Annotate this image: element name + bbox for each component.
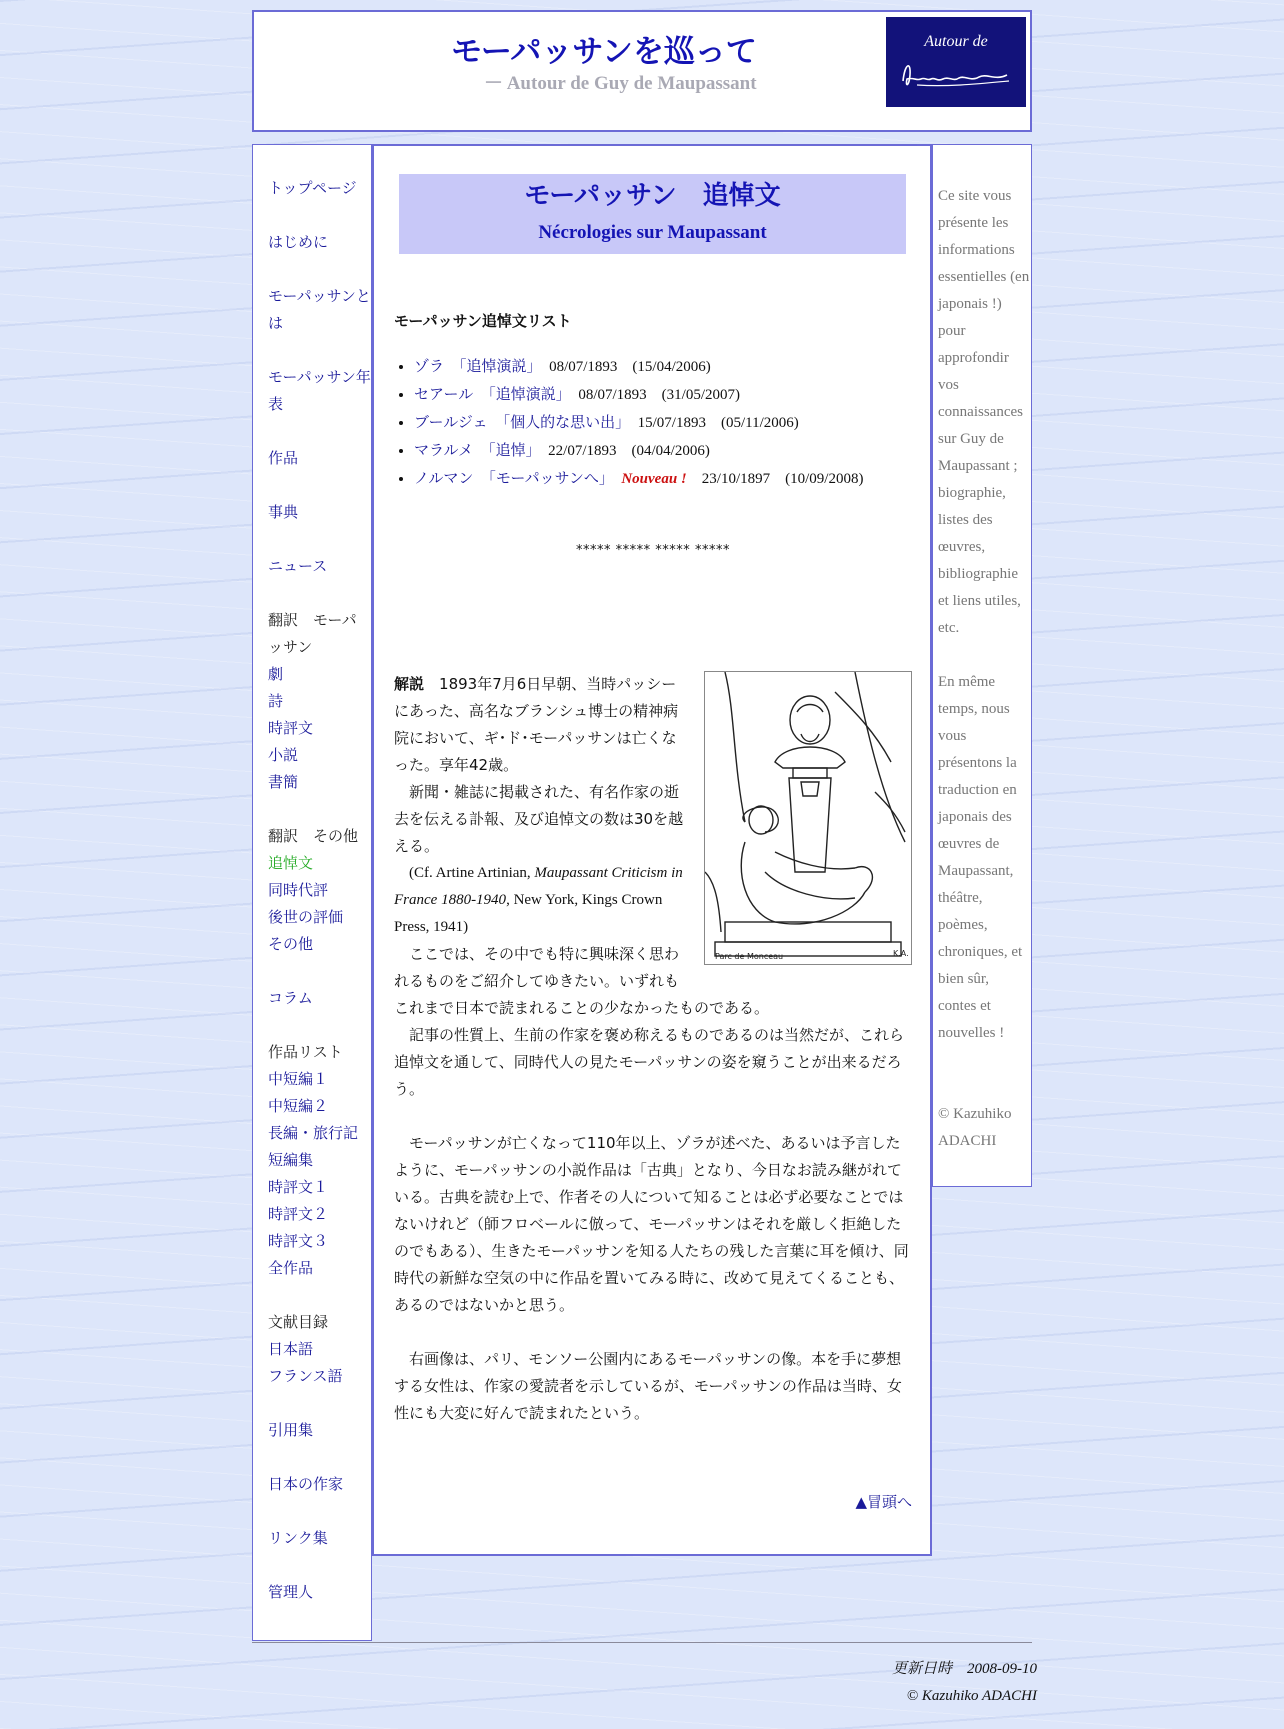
nav-group [268, 1471, 371, 1498]
obituary-work: 「追悼演説」 [459, 357, 535, 375]
obituary-work: 「追悼演説」 [488, 385, 564, 403]
obituary-author: セアール [414, 385, 474, 403]
nav-group-heading: 翻訳 その他 [268, 827, 359, 845]
obituary-item [414, 381, 912, 409]
nav-group [268, 1525, 371, 1552]
page-subtitle: Nécrologies sur Maupassant [538, 222, 767, 243]
commentary-label: 解説 [394, 675, 425, 693]
commentary-p1: 1893年7月6日早朝、当時パッシーにあった、高名なブランシュ博士の精神病院において、ギ･ド･モーパッサンは亡くなった。享年42歳。 [394, 675, 679, 774]
nav-link[interactable]: 後世の評価 [268, 908, 344, 926]
nav-group-heading: 文献目録 [268, 1313, 329, 1331]
commentary-p4: 記事の性質上、生前の作家を褒め称えるものであるのは当然だが、これら追悼文を通して、同時代人の見たモーパッサンの姿を窺うことが出来るだろう。 [394, 1026, 905, 1098]
obituary-work: 「モーパッサンへ」 [488, 469, 607, 487]
nav-link[interactable]: リンク集 [268, 1529, 328, 1547]
updated-date: 2008-09-10 [967, 1661, 1037, 1677]
nav-link[interactable]: その他 [268, 935, 314, 953]
nav-link[interactable]: 事典 [268, 503, 299, 521]
obituary-author: ブールジェ [414, 413, 488, 431]
sidebar-translation-note: En même temps, nous vous présentons la traduction en japonais des œuvres de Maupassant, théâtre, poèmes, chroniques, et bien sûr, contes et nouvelles ! [938, 674, 1023, 1041]
updated-label: 更新日時 [891, 1661, 952, 1677]
nav-link[interactable]: トップページ [268, 179, 357, 197]
footer-divider [252, 1642, 1032, 1643]
obituary-author: ゾラ [414, 357, 445, 375]
nav-group-heading: 作品リスト [268, 1043, 343, 1061]
separator: ***** ***** ***** ***** [576, 543, 730, 558]
obituary-item [414, 409, 912, 437]
site-title: モーパッサンを巡って [451, 34, 757, 70]
citation-title: Maupassant Criticism in France 1880-1940 [394, 865, 683, 908]
nav-group [268, 1039, 371, 1282]
nav-group [268, 283, 371, 337]
nav-link[interactable]: コラム [268, 989, 313, 1007]
image-caption: Parc de Monceau [715, 952, 784, 961]
nav-link[interactable]: 小説 [268, 746, 299, 764]
nav-link[interactable]: 中短編２ [268, 1097, 329, 1115]
obituary-item [414, 353, 912, 381]
statue-image [704, 671, 912, 965]
nav-group [268, 823, 371, 958]
nav-link[interactable]: はじめに [268, 233, 329, 251]
obituary-item [414, 437, 912, 465]
obituary-list [394, 353, 912, 493]
nav-link[interactable]: モーパッサンとは [268, 287, 371, 332]
nav-link[interactable]: フランス語 [268, 1367, 343, 1385]
new-badge: Nouveau ! [621, 471, 687, 487]
obituary-date: 22/07/1893 [548, 443, 617, 459]
site-logo[interactable] [886, 17, 1026, 107]
nav-link[interactable]: 時評文３ [268, 1232, 329, 1250]
nav-link[interactable]: 時評文 [268, 719, 314, 737]
obituary-list-heading: モーパッサン追悼文リスト [394, 312, 572, 330]
nav-link[interactable]: 劇 [268, 665, 284, 683]
nav-link[interactable]: 作品 [268, 449, 299, 467]
nav-group [268, 229, 371, 256]
obituary-link[interactable] [414, 413, 623, 431]
commentary-p2: 新聞・雑誌に掲載された、有名作家の逝去を伝える訃報、及び追悼文の数は30を越える。 [394, 783, 684, 855]
obituary-added-date: (10/09/2008) [785, 471, 864, 487]
sidebar-intro: Ce site vous présente les informations essentielles (en japonais !) pour approfondir vos connaissances sur Guy de Maupassant ; biographie, listes des œuvres, bibliographie et liens utiles, etc. [938, 188, 1030, 636]
commentary-p5: モーパッサンが亡くなって110年以上、ゾラが述べた、あるいは予言したように、モーパッサンの小説作品は「古典」となり、今日なお読み継がれている。古典を読む上で、作者その人について知ることは必ず必要なことではないけれど（師フロベールに倣って、モーパッサンはそれを厳しく拒絶したのでもある）、生きたモーパッサンを知る人たちの残した言葉に耳を傾け、同時代の新鮮な空気の中に作品を置いてみる時に、改めて見えてくることも、あるのではないかと思う。 [394, 1134, 909, 1314]
obituary-added-date: (04/04/2006) [631, 443, 710, 459]
obituary-link[interactable] [414, 469, 606, 487]
nav-group [268, 175, 371, 202]
footer-copyright: © Kazuhiko ADACHI [906, 1688, 1037, 1704]
nav-link: 追悼文 [268, 854, 314, 872]
sidebar-copyright: © Kazuhiko ADACHI [938, 1106, 1012, 1149]
obituary-added-date: (05/11/2006) [720, 415, 799, 431]
signature-icon [897, 57, 1015, 91]
obituary-date: 08/07/1893 [578, 387, 647, 403]
obituary-date: 08/07/1893 [549, 359, 618, 375]
logo-text: Autour de [924, 33, 988, 50]
nav-link[interactable]: 短編集 [268, 1151, 314, 1169]
nav-link[interactable]: 詩 [268, 692, 284, 710]
citation-pre: (Cf. Artine Artinian, [409, 865, 535, 881]
nav-link[interactable]: 時評文２ [268, 1205, 329, 1223]
nav-group [268, 499, 371, 526]
obituary-item [414, 465, 912, 493]
obituary-date: 23/10/1897 [701, 471, 771, 487]
nav-group [268, 985, 371, 1012]
obituary-link[interactable] [414, 357, 534, 375]
obituary-work: 「追悼」 [488, 441, 534, 459]
nav-link[interactable]: 日本の作家 [268, 1475, 344, 1493]
nav-group [268, 1417, 371, 1444]
page-title: モーパッサン 追悼文 [524, 181, 781, 211]
nav-group [268, 364, 371, 418]
nav-link[interactable]: 中短編１ [268, 1070, 329, 1088]
nav-group [268, 445, 371, 472]
commentary-p6: 右画像は、パリ、モンソー公園内にあるモーパッサンの像。本を手に夢想する女性は、作家の愛読者を示しているが、モーパッサンの作品は当時、女性にも大変に好んで読まれたという。 [394, 1350, 902, 1422]
commentary-p3: ここでは、その中でも特に興味深く思われるものをご紹介してゆきたい。いずれもこれまで日本で読まれることの少なかったものである。 [394, 945, 770, 1017]
nav-group-heading: 翻訳 モーパッサン [268, 611, 357, 656]
right-sidebar [932, 144, 1032, 1187]
citation-post: , New York, Kings Crown Press, 1941) [394, 892, 663, 935]
page-title-box [399, 174, 906, 254]
commentary [394, 671, 912, 1427]
main-content [372, 144, 932, 1556]
image-initials: K.A. [893, 949, 909, 958]
nav-link[interactable]: 書簡 [268, 773, 299, 791]
nav-group [268, 553, 371, 580]
back-to-top-link[interactable]: ▲冒頭へ [855, 1493, 912, 1511]
site-header [252, 10, 1032, 132]
nav-group [268, 1579, 371, 1606]
nav-link[interactable]: 長編・旅行記 [268, 1124, 359, 1142]
nav-group [268, 1309, 371, 1390]
nav-link[interactable]: モーパッサン年表 [268, 368, 371, 413]
obituary-author: ノルマン [414, 469, 474, 487]
page-footer [892, 1656, 1037, 1710]
nav-link[interactable]: 同時代評 [268, 881, 329, 899]
nav-link[interactable]: 時評文１ [268, 1178, 329, 1196]
nav-link[interactable]: ニュース [268, 557, 328, 575]
obituary-date: 15/07/1893 [637, 415, 706, 431]
site-subtitle: － Autour de Guy de Maupassant [484, 73, 757, 94]
left-navigation [252, 144, 372, 1641]
statue-drawing [705, 672, 911, 964]
obituary-link[interactable] [414, 385, 563, 403]
nav-link[interactable]: 全作品 [268, 1259, 314, 1277]
obituary-link[interactable] [414, 441, 533, 459]
obituary-added-date: (31/05/2007) [661, 387, 740, 403]
nav-link[interactable]: 引用集 [268, 1421, 314, 1439]
obituary-work: 「個人的な思い出」 [502, 413, 623, 431]
nav-group [268, 607, 371, 796]
obituary-added-date: (15/04/2006) [632, 359, 711, 375]
obituary-author: マラルメ [414, 441, 474, 459]
nav-link[interactable]: 日本語 [268, 1340, 314, 1358]
nav-link[interactable]: 管理人 [268, 1583, 314, 1601]
